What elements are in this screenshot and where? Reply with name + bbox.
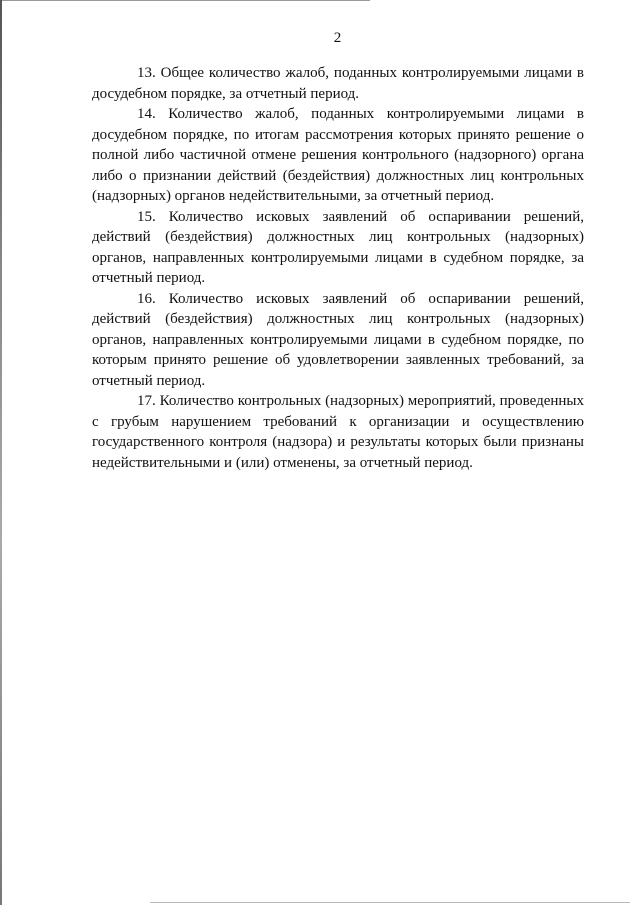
scan-top-line	[2, 0, 370, 1]
scan-bottom-line	[150, 902, 630, 903]
paragraph-17: 17. Количество контрольных (надзорных) мероприятий, проведенных с грубым нарушением требований к организации и осуществлению государственного контроля (надзора) и результаты которых были признаны недействительными и (или) отменены, за отчетный период.	[92, 393, 584, 471]
scan-edge	[0, 0, 2, 905]
document-body	[92, 63, 584, 473]
page-number: 2	[333, 30, 342, 46]
paragraph-13: 13. Общее количество жалоб, поданных контролируемыми лицами в досудебном порядке, за отчетный период.	[92, 65, 584, 102]
paragraph-15: 15. Количество исковых заявлений об оспаривании решений, действий (бездействия) должностных лиц контрольных (надзорных) органов, направленных контролируемыми лицами в судебном порядке, за отчетный период.	[92, 208, 584, 286]
paragraph-14: 14. Количество жалоб, поданных контролируемыми лицами в досудебном порядке, по итогам рассмотрения которых принято решение о полной либо частичной отмене решения контрольного (надзорного) органа либо о признании действий (бездействия) должностных лиц контрольных (надзорных) органов недействительными, за отчетный период.	[92, 106, 584, 204]
paragraph-16: 16. Количество исковых заявлений об оспаривании решений, действий (бездействия) должностных лиц контрольных (надзорных) органов, направленных контролируемыми лицами в судебном порядке, по которым принято решение об удовлетворении заявленных требований, за отчетный период.	[92, 290, 584, 389]
